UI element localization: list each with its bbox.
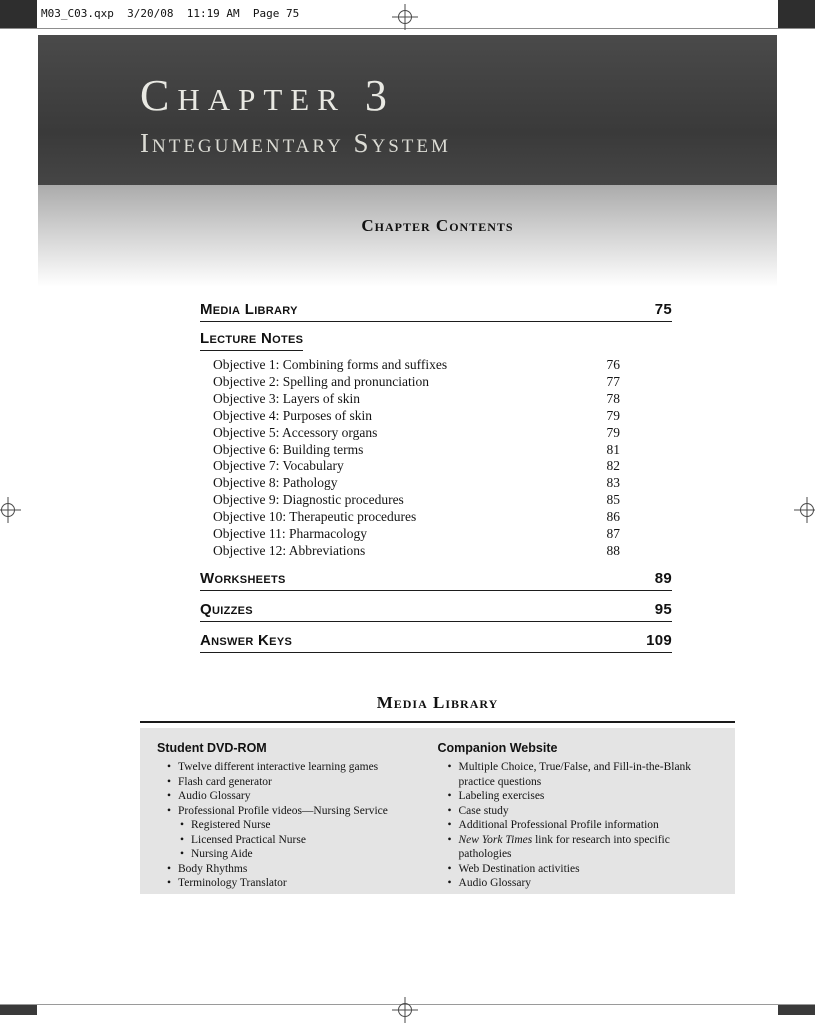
dvd-heading: Student DVD-ROM	[157, 741, 267, 755]
chapter-title: Integumentary System	[140, 128, 451, 159]
objective-label: Objective 10: Therapeutic procedures	[213, 509, 417, 525]
list-item: • Registered Nurse	[180, 818, 416, 833]
objective-row	[213, 374, 620, 391]
objective-row	[213, 357, 620, 374]
objective-label: Objective 6: Building terms	[213, 441, 364, 457]
objective-page-number: 79	[606, 407, 620, 423]
objective-page-number: 86	[606, 509, 620, 525]
list-item: • Audio Glossary	[448, 876, 719, 891]
objective-row	[213, 391, 620, 408]
list-item: • Twelve different interactive learning games	[167, 760, 416, 775]
chapter-number: Chapter 3	[140, 71, 395, 120]
toc-page-number: 75	[654, 301, 672, 318]
toc-label: Media Library	[200, 301, 298, 318]
objective-page-number: 83	[606, 475, 620, 491]
website-column	[437, 741, 719, 889]
objective-page-number: 82	[606, 458, 620, 474]
objective-label: Objective 1: Combining forms and suffixes	[213, 357, 448, 372]
toc-label: Worksheets	[200, 569, 286, 587]
objective-page-number: 76	[606, 357, 620, 372]
list-item: • Additional Professional Profile information	[448, 818, 719, 833]
list-item: • Labeling exercises	[448, 789, 719, 804]
objective-page-number: 81	[606, 441, 620, 457]
header-gradient	[38, 185, 777, 287]
objective-label: Objective 8: Pathology	[213, 475, 338, 491]
objective-page-number: 77	[606, 373, 620, 389]
objective-label: Objective 4: Purposes of skin	[213, 407, 372, 423]
website-heading: Companion Website	[437, 741, 558, 755]
objective-page-number: 85	[606, 492, 620, 508]
objective-row	[213, 458, 620, 475]
nyt-italic: New York Times	[458, 833, 533, 846]
dvd-list	[157, 760, 416, 818]
objective-label: Objective 7: Vocabulary	[213, 458, 344, 474]
nyt-rest: link for research into specific pathologies	[458, 833, 670, 860]
toc-row-worksheets	[200, 570, 672, 591]
objective-row	[213, 526, 620, 543]
toc-row-quizzes	[200, 601, 672, 622]
list-item: • Nursing Aide	[180, 847, 416, 862]
objective-row	[213, 425, 620, 442]
objective-row	[213, 442, 620, 459]
list-item: • Web Destination activities	[448, 862, 719, 877]
toc-row-lecture-notes	[200, 330, 672, 351]
list-item: • Terminology Translator	[167, 876, 416, 891]
objective-row	[213, 408, 620, 425]
toc-page-number: 109	[646, 631, 672, 649]
toc-row-media-library	[200, 301, 672, 322]
objective-row	[213, 475, 620, 492]
list-item: • Case study	[448, 804, 719, 819]
toc-label: Lecture Notes	[200, 330, 303, 351]
scan-edge-bottom-left	[0, 1005, 37, 1015]
list-item: • Professional Profile videos—Nursing Service	[167, 804, 416, 819]
media-library-rule	[140, 721, 735, 723]
scan-edge-top-left	[0, 0, 37, 29]
objective-label: Objective 9: Diagnostic procedures	[213, 492, 404, 508]
toc-label: Quizzes	[200, 600, 253, 618]
list-item: • Body Rhythms	[167, 862, 416, 877]
list-item: • Flash card generator	[167, 775, 416, 790]
media-library-box	[140, 728, 735, 894]
list-item: • Multiple Choice, True/False, and Fill-in-the-Blank practice questions	[448, 760, 719, 789]
objective-page-number: 88	[606, 542, 620, 558]
objective-page-number: 78	[606, 390, 620, 406]
dvd-column	[157, 741, 416, 889]
objectives-list	[213, 357, 620, 560]
objective-label: Objective 2: Spelling and pronunciation	[213, 373, 429, 389]
toc-label: Answer Keys	[200, 631, 293, 649]
scan-edge-top-right	[778, 0, 815, 29]
list-item: • Audio Glossary	[167, 789, 416, 804]
objective-row	[213, 543, 620, 560]
registration-mark-left-icon	[0, 497, 21, 523]
scan-edge-bottom-right	[778, 1005, 815, 1015]
registration-mark-right-icon	[794, 497, 815, 523]
toc-page-number: 89	[654, 569, 672, 587]
list-item	[448, 833, 719, 862]
objective-page-number: 87	[606, 526, 620, 542]
print-slug: M03_C03.qxp 3/20/08 11:19 AM Page 75	[41, 7, 300, 20]
objective-label: Objective 11: Pharmacology	[213, 526, 367, 542]
toc-row-answer-keys	[200, 632, 672, 653]
objective-label: Objective 3: Layers of skin	[213, 390, 360, 406]
objective-row	[213, 492, 620, 509]
objective-label: Objective 12: Abbreviations	[213, 542, 366, 558]
dvd-list-continued	[157, 862, 416, 891]
registration-mark-top-icon	[392, 4, 418, 30]
chapter-header-band	[38, 35, 777, 185]
table-of-contents	[200, 301, 672, 653]
chapter-contents-heading: Chapter Contents	[361, 216, 514, 235]
toc-page-number: 95	[654, 600, 672, 618]
website-list	[438, 760, 719, 891]
media-library-heading: Media Library	[376, 693, 499, 712]
objective-page-number: 79	[606, 424, 620, 440]
registration-mark-bottom-icon	[392, 997, 418, 1023]
objective-row	[213, 509, 620, 526]
list-item: • Licensed Practical Nurse	[180, 833, 416, 848]
dvd-sub-list	[170, 818, 416, 862]
objective-label: Objective 5: Accessory organs	[213, 424, 378, 440]
